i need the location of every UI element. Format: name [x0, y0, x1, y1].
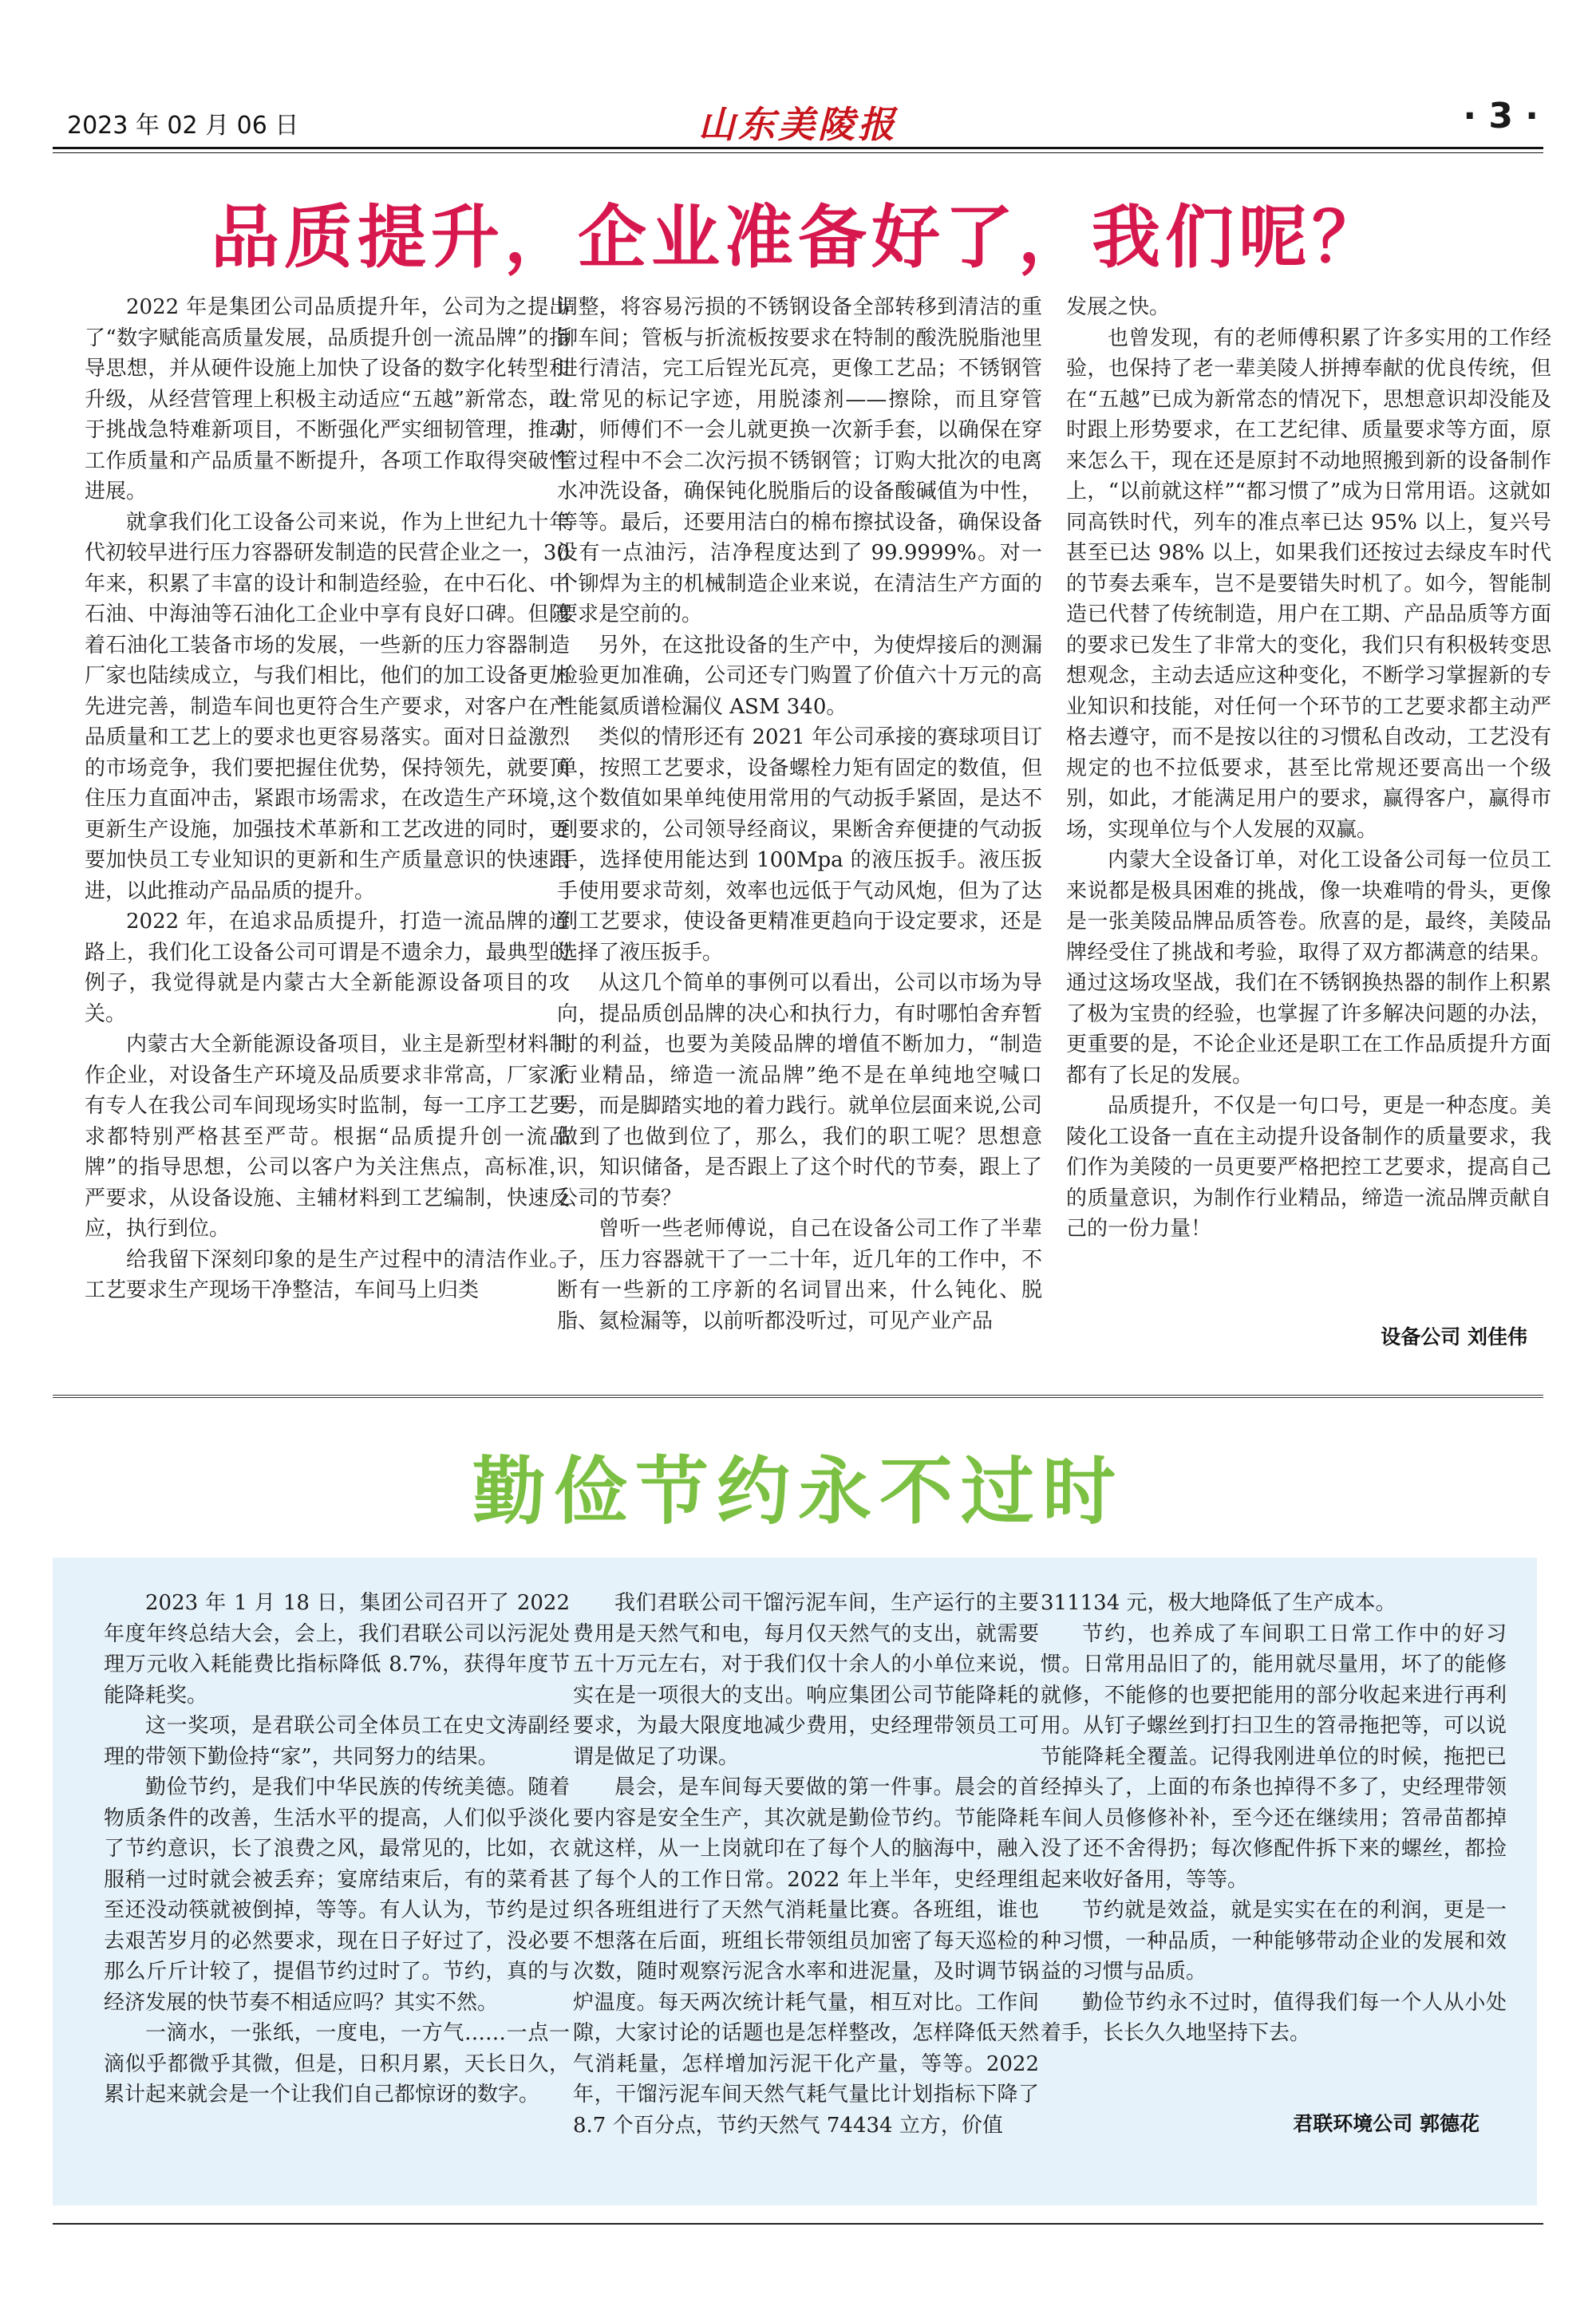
article1-col2	[557, 292, 1042, 1337]
article1-col2-para: 从这几个简单的事例可以看出，公司以市场为导向，提品质创品牌的决心和执行力，有时哪怕舍弃暂时的利益，也要为美陵品牌的增值不断加力，“制造行业精品，缔造一流品牌”绝不是在单纯地空喊口号，而是脚踏实地的着力践行。就单位层面来说,公司做到了也做到位了，那么，我们的职工呢？思想意识，知识储备，是否跟上了这个时代的节奏，跟上了公司的节奏？	[557, 971, 1042, 1210]
article2-col1	[104, 1588, 570, 2110]
article2-col3	[1041, 1588, 1507, 2049]
article2-col3-para: 节约，也养成了车间职工日常工作中的好习惯。日常用品旧了的，能用就尽量用，坏了的能修就修，不能修的也要把能用的部分收起来进行再利用。从钉子螺丝到打扫卫生的笤帚拖把等，可以说节能降耗全覆盖。记得我刚进单位的时候，拖把已经掉头了，上面的布条也掉得不多了，史经理带领车间人员修修补补，至今还在继续用；笤帚苗都掉没了还不舍得扔；每次修配件拆下来的螺丝，都捡起来收好备用，等等。	[1041, 1621, 1507, 1892]
article2-col2-para: 晨会，是车间每天要做的第一件事。晨会的首要内容是安全生产，其次就是勤俭节约。节能降耗就这样，从一上岗就印在了每个人的脑海中，融入了每个人的工作日常。2022 年上半年，史经理组织各班组进行了天然气消耗量比赛。各班组，谁也不想落在后面，班组长带领组员加密了每天巡检的次数，随时观察污泥含水率和进泥量，及时调节锅炉温度。每天两次统计耗气量，相互对比。工作间隙，大家讨论的话题也是怎样整改，怎样降低天然气消耗量，怎样增加污泥干化产量，等等。2022 年，干馏污泥车间天然气耗气量比计划指标下降了 8.7 个百分点，节约天然气 74434 立方，价值	[573, 1775, 1039, 2138]
article2-col3-para: 311134 元，极大地降低了生产成本。	[1041, 1591, 1396, 1615]
section-divider	[53, 1395, 1543, 1401]
article1-col1-para: 给我留下深刻印象的是生产过程中的清洁作业。工艺要求生产现场干净整洁，车间马上归类	[85, 1247, 570, 1302]
header-rule-thin	[53, 152, 1543, 153]
article2-col3-para: 勤俭节约永不过时，值得我们每一个人从小处着手，长长久久地坚持下去。	[1041, 1990, 1507, 2045]
article1-col1-para: 2022 年，在追求品质提升，打造一流品牌的道路上，我们化工设备公司可谓是不遗余力，最典型的例子，我觉得就是内蒙古大全新能源设备项目的攻关。	[85, 910, 570, 1026]
article2-col1-para: 勤俭节约，是我们中华民族的传统美德。随着物质条件的改善，生活水平的提高，人们似乎淡化了节约意识，长了浪费之风，最常见的，比如，衣服稍一过时就会被丢弃；宴席结束后，有的菜肴甚至还没动筷就被倒掉，等等。有人认为，节约是过去艰苦岁月的必然要求，现在日子好过了，没必要那么斤斤计较了，提倡节约过时了。节约，真的与经济发展的快节奏不相适应吗？其实不然。	[104, 1775, 570, 2015]
footer-rule	[53, 2223, 1543, 2225]
article1-body	[53, 292, 1551, 1361]
article2-col1-para: 一滴水，一张纸，一度电，一方气……一点一滴似乎都微乎其微，但是，日积月累，天长日久，累计起来就会是一个让我们自己都惊讶的数字。	[104, 2021, 570, 2106]
article1-col3	[1066, 292, 1551, 1245]
header-rule	[53, 147, 1543, 149]
article1-col3-para: 内蒙大全设备订单，对化工设备公司每一位员工来说都是极具困难的挑战，像一块难啃的骨头，更像是一张美陵品牌品质答卷。欣喜的是，最终，美陵品牌经受住了挑战和考验，取得了双方都满意的结果。通过这场攻坚战，我们在不锈钢换热器的制作上积累了极为宝贵的经验，也掌握了许多解决问题的办法，更重要的是，不论企业还是职工在工作品质提升方面都有了长足的发展。	[1066, 848, 1551, 1088]
article1-col2-para: 调整，将容易污损的不锈钢设备全部转移到清洁的重铆车间；管板与折流板按要求在特制的酸洗脱脂池里进行清洁，完工后锃光瓦亮，更像工艺品；不锈钢管上常见的标记字迹，用脱漆剂——擦除，而且穿管时，师傅们不一会儿就更换一次新手套，以确保在穿管过程中不会二次污损不锈钢管；订购大批次的电离水冲洗设备，确保钝化脱脂后的设备酸碱值为中性，等等。最后，还要用洁白的棉布擦拭设备，确保设备没有一点油污，洁净程度达到了 99.9999%。对一个铆焊为主的机械制造企业来说，在清洁生产方面的要求是空前的。	[557, 295, 1042, 626]
article1-byline: 设备公司 刘佳伟	[1381, 1325, 1527, 1348]
article2-col1-para: 2023 年 1 月 18 日，集团公司召开了 2022 年度年终总结大会，会上，我们君联公司以污泥处理万元收入耗能费比指标降低 8.7%，获得年度节能降耗奖。	[104, 1591, 570, 1708]
article1-col1-para: 就拿我们化工设备公司来说，作为上世纪九十年代初较早进行压力容器研发制造的民营企业之一，30 年来，积累了丰富的设计和制造经验，在中石化、中石油、中海油等石油化工企业中享有良好口碑。但随着石油化工装备市场的发展，一些新的压力容器制造厂家也陆续成立，与我们相比，他们的加工设备更加先进完善，制造车间也更符合生产要求，对客户在产品质量和工艺上的要求也更容易落实。面对日益激烈的市场竞争，我们要把握住优势，保持领先，就要顶住压力直面冲击，紧跟市场需求，在改造生产环境，更新生产设施，加强技术革新和工艺改进的同时，更要加快员工专业知识的更新和生产质量意识的快速跟进，以此推动产品品质的提升。	[85, 510, 570, 903]
article1-col2-para: 另外，在这批设备的生产中，为使焊接后的测漏检验更加准确，公司还专门购置了价值六十万元的高性能氦质谱检漏仪 ASM 340。	[557, 633, 1042, 719]
issue-date: 2023 年 02 月 06 日	[67, 112, 299, 140]
article2-col2	[573, 1588, 1039, 2141]
article1-col1	[85, 292, 570, 1306]
article2-title: 勤俭节约永不过时	[472, 1449, 1124, 1534]
article2-byline: 君联环境公司 郭德花	[1293, 2112, 1479, 2135]
article1-col3-para: 品质提升，不仅是一句口号，更是一种态度。美陵化工设备一直在主动提升设备制作的质量要求，我们作为美陵的一员更要严格把控工艺要求，提高自己的质量意识，为制作行业精品，缔造一流品牌贡献自己的一份力量！	[1066, 1094, 1551, 1241]
masthead-logo: 山东美陵报	[698, 103, 898, 146]
article1-col3-para: 发展之快。	[1066, 295, 1171, 319]
article2-col1-para: 这一奖项，是君联公司全体员工在史文涛副经理的带领下勤俭持“家”，共同努力的结果。	[104, 1714, 570, 1769]
article1-title: 品质提升，企业准备好了，我们呢？	[211, 198, 1385, 278]
article1-col2-para: 类似的情形还有 2021 年公司承接的赛球项目订单，按照工艺要求，设备螺栓力矩有固定的数值，但这个数值如果单纯使用常用的气动扳手紧固，是达不到要求的，公司领导经商议，果断舍弃便捷的气动扳手，选择使用能达到 100Mpa 的液压扳手。液压扳手使用要求苛刻，效率也远低于气动风炮，但为了达到工艺要求，使设备更精准更趋向于设定要求，还是选择了液压扳手。	[557, 725, 1042, 965]
article2-col2-para: 我们君联公司干馏污泥车间，生产运行的主要费用是天然气和电，每月仅天然气的支出，就需要五十万元左右，对于我们仅十余人的小单位来说，实在是一项很大的支出。响应集团公司节能降耗的要求，为最大限度地减少费用，史经理带领员工可谓是做足了功课。	[573, 1591, 1039, 1769]
page-number: · 3 ·	[1463, 96, 1539, 136]
article2-panel	[53, 1558, 1537, 2205]
article1-col1-para: 内蒙古大全新能源设备项目，业主是新型材料制作企业，对设备生产环境及品质要求非常高，厂家派有专人在我公司车间现场实时监制，每一工序工艺要求都特别严格甚至严苛。根据“品质提升创一流品牌”的指导思想，公司以客户为关注焦点，高标准，严要求，从设备设施、主辅材料到工艺编制，快速反应，执行到位。	[85, 1033, 570, 1241]
article2-col3-para: 节约就是效益，就是实实在在的利润，更是一种习惯，一种品质，一种能够带动企业的发展和效益的习惯与品质。	[1041, 1898, 1507, 1984]
article1-col2-para: 曾听一些老师傅说，自己在设备公司工作了半辈子，压力容器就干了一二十年，近几年的工作中，不断有一些新的工序新的名词冒出来，什么钝化、脱脂、氦检漏等，以前听都没听过，可见产业产品	[557, 1217, 1042, 1333]
article1-col1-para: 2022 年是集团公司品质提升年，公司为之提出了“数字赋能高质量发展，品质提升创一流品牌”的指导思想，并从硬件设施上加快了设备的数字化转型和升级，从经营管理上积极主动适应“五越”新常态，敢于挑战急特难新项目，不断强化严实细韧管理，推动工作质量和产品质量不断提升，各项工作取得突破性进展。	[85, 295, 570, 503]
page-header	[53, 96, 1543, 144]
article1-col3-para: 也曾发现，有的老师傅积累了许多实用的工作经验，也保持了老一辈美陵人拼搏奉献的优良传统，但在“五越”已成为新常态的情况下，思想意识却没能及时跟上形势要求，在工艺纪律、质量要求等方面，原来怎么干，现在还是原封不动地照搬到新的设备制作上，“以前就这样”“都习惯了”成为日常用语。这就如同高铁时代，列车的准点率已达 95% 以上，复兴号甚至已达 98% 以上，如果我们还按过去绿皮车时代的节奏去乘车，岂不是要错失时机了。如今，智能制造已代替了传统制造，用户在工期、产品品质等方面的要求已发生了非常大的变化，我们只有积极转变思想观念，主动去适应这种变化，不断学习掌握新的专业知识和技能，对任何一个环节的工艺要求都主动严格去遵守，而不是按以往的习惯私自改动，工艺没有规定的也不拉低要求，甚至比常规还要高出一个级别，如此，才能满足用户的要求，赢得客户，赢得市场，实现单位与个人发展的双赢。	[1066, 326, 1551, 842]
